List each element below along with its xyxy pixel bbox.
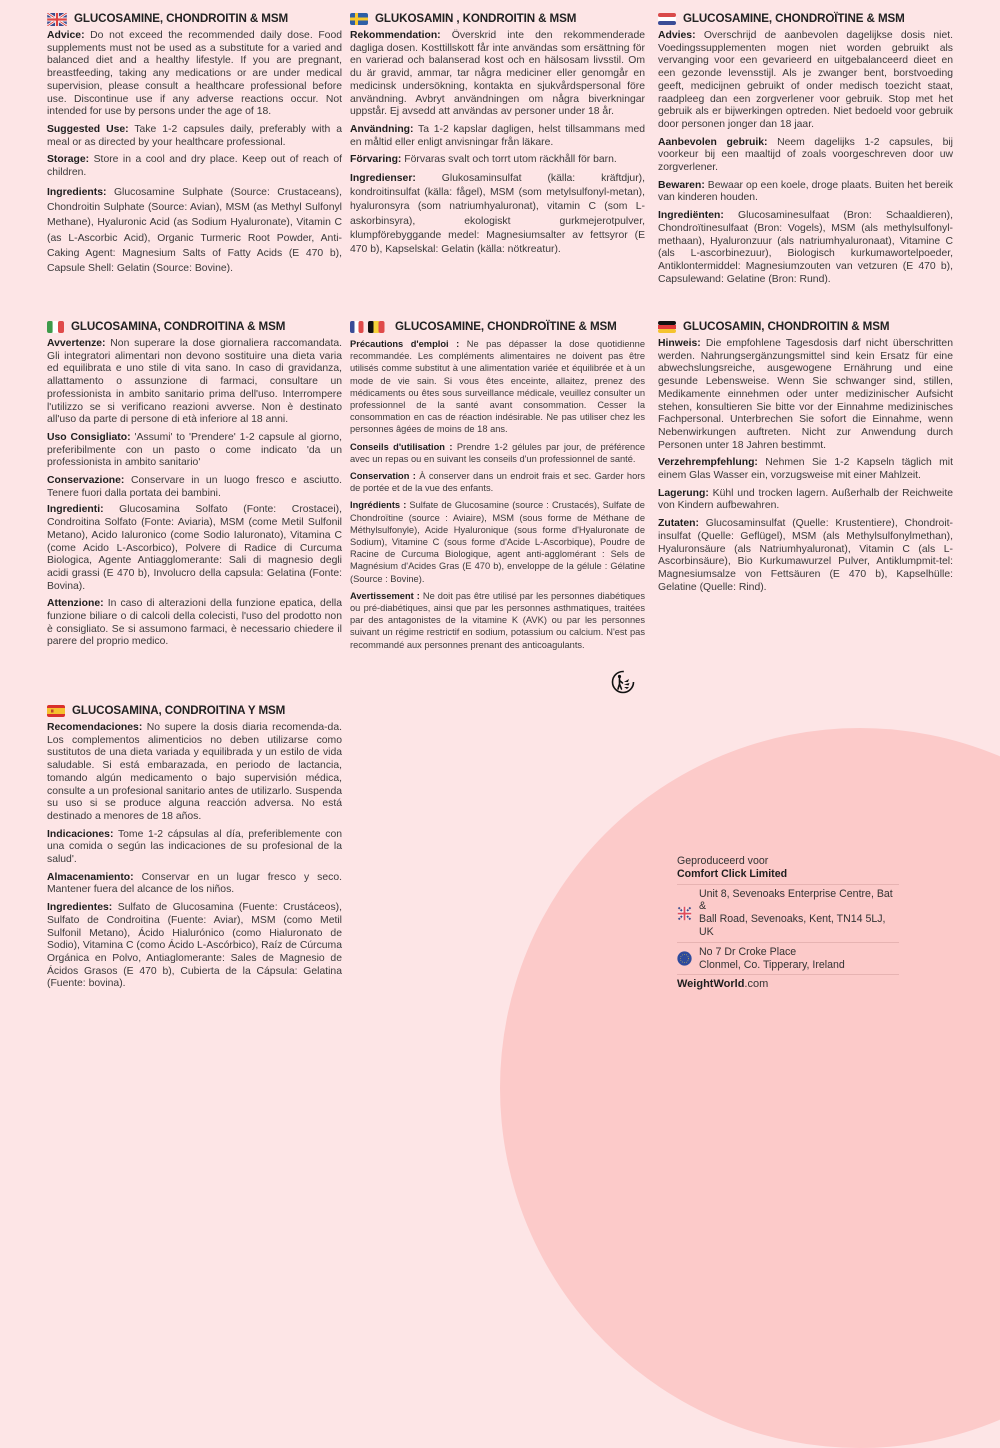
netherlands-flag-icon xyxy=(658,13,676,25)
use-text: Indicaciones: Tome 1-2 cápsulas al día, preferiblemente con una comida o según las indicaciones de su profesional de la salud'. xyxy=(47,828,343,866)
ingredients-text: Ingredientes: Sulfato de Glucosamina (Fuente: Crustáceos), Sulfato de Condroitina (Fuente: Aviar), MSM (como Metil Sulfonil Metano), Ácido Hialurónico (como Hialuronato de Sodio), Vitamina C (como Ácido L-Ascórbico), Raíz de Cúrcuma Orgánica en Polvo, Antiaglomerante: Sales de Magnesio de Ácidos Grasos (E 470 b), Cubierta de la Cápsula: Gelatina (Fuente: bovina). xyxy=(47,902,342,990)
storage-text: Förvaring: Förvaras svalt och torrt utom räckhåll för barn. xyxy=(350,154,617,166)
ingredients-text: Ingrediënten: Glucosaminesulfaat (Bron: Schaaldieren), Chondroïtinesulfaat (Bron: Vogels), MSM (als methylsulfonyl-methaan), Hyaluronzuur (als natriumhyaluronaat), Vitamine C (als L-ascorbinezuur), Biologisch kurkumawortelpoeder, Antiklontermiddel: Magnesiumzouten van vetzuren (E 470 b), Capsulewand: Gelatine (Bron: Rund). xyxy=(658,210,954,285)
section-italian xyxy=(47,320,342,654)
section-french xyxy=(350,320,645,656)
section-title: GLUCOSAMINE, CHONDROÏTINE & MSM xyxy=(658,12,953,26)
storage-text: Lagerung: Kühl und trocken lagern. Außerhalb der Reichweite von Kindern aufbewahren. xyxy=(658,487,953,512)
ingredients-text: Ingredienser: Glukosaminsulfat (källa: kräftdjur), kondroitinsulfat (källa: fågel), MSM (som metylsulfonyl-metan), hyaluronsyra (som natriumhyaluronat), vitamin C (som L-askorbinsyra), ekologiskt gurkmejerotpulver, klumpförebyggande medel: Magnesiumsalter av fettsyror (E 470 b), Kapselskal: Gelatin (källa: nötkreatur). xyxy=(350,173,645,256)
use-text: Användning: Ta 1-2 kapslar dagligen, helst tillsammans med en måltid eller enligt anvisningar från läkare. xyxy=(350,123,645,148)
manufacturer-info xyxy=(677,855,899,991)
section-spanish xyxy=(47,704,342,996)
ingredients-text: Ingrédients : Sulfate de Glucosamine (source : Crustacés), Sulfate de Chondroïtine (source : Aviaire), MSM (sous forme de Méthane de Méthylsulfonyle), Acide Hyaluronique (sous forme d'Hyaluronate de Sodium), Vitamine C (sous forme d'Acide L-Ascorbique), Poudre de Racine de Curcuma Biologique, agent anti-agglomérant : Sels de Magnésium d'Acides Gras (E 470 b), enveloppe de la gélule : Gélatine (Source : Bovine). xyxy=(350,500,645,584)
section-swedish xyxy=(350,12,645,262)
produced-for-label: Geproduceerd voor xyxy=(677,855,769,867)
advice-text: Hinweis: Die empfohlene Tagesdosis darf nicht überschritten werden. Nahrungsergänzungsmittel sind kein Ersatz für eine abwechslungsreiche, ausgewogene Ernährung und eine gesunde Lebensweise. Wenn Sie schwanger sind, stillen, Medikamente einnehmen oder unter medizinischer Aufsicht stehen, konsultieren Sie bitte vor der Einnahme medizinisches Fachpersonal. Unterbrechen Sie sofort die Einnahme, wenn Nebenwirkungen auftreten. Nicht zur Anwendung durch Personen unter 18 Jahren bestimmt. xyxy=(658,338,953,451)
use-text: Suggested Use: Take 1-2 capsules daily, preferably with a meal or as directed by your healthcare professional. xyxy=(47,123,342,148)
warning-text: Avertissement : Ne doit pas être utilisé par les personnes diabétiques ou pré-diabétiques, ainsi que par les personnes asthmatiques, traitées par des antagonistes de la vitamine K (AVK) ou par les personnes suivant un régime restrictif en sodium, potassium ou calcium. N'est pas recommandé aux personnes prenant des anticoagulants. xyxy=(350,590,645,650)
section-title: GLUKOSAMIN , KONDROITIN & MSM xyxy=(350,12,645,26)
storage-text: Storage: Store in a cool and dry place. Keep out of reach of children. xyxy=(47,154,342,179)
uk-flag-icon xyxy=(47,13,67,26)
uk-address-line1: Unit 8, Sevenoaks Enterprise Centre, Bat & xyxy=(699,887,893,913)
use-text: Aanbevolen gebruik: Neem dagelijks 1-2 capsules, bij voorkeur bij een maaltijd of zoals voorgeschreven door uw zorgverlener. xyxy=(658,136,953,174)
brand-website: WeightWorld.com xyxy=(677,978,769,991)
section-title: GLUCOSAMINA, CONDROITINA Y MSM xyxy=(47,704,342,718)
ie-address-line2: Clonmel, Co. Tipperary, Ireland xyxy=(699,958,845,971)
section-dutch xyxy=(658,12,953,291)
ingredients-text: Ingredienti: Glucosamina Solfato (Fonte: Crostacei), Condroitina Solfato (Fonte: Aviaria), MSM (come Metil Sulfonil Metano), Acido Ialuronico (come Sodio Ialuronato), Vitamina C (come Acido L-Ascorbico), Polvere di Radice di Curcuma Biologica, Agente Antiagglomerante: Sali di magnesio degli acidi grassi (E 470 b), Involucro della capsula: Gelatina (Fonte: Bovina). xyxy=(47,504,342,592)
italy-flag-icon xyxy=(47,321,64,333)
triman-recycling-icon xyxy=(611,670,635,699)
uk-address xyxy=(677,885,899,943)
uk-flag-icon xyxy=(677,906,699,921)
warning-text: Attenzione: In caso di alterazioni della funzione epatica, della funzione biliare o di calcoli della colecisti, l'uso del prodotto non è consigliato. Se si assumono farmaci, è necessario chiedere il parere del proprio medico. xyxy=(47,598,343,648)
spain-flag-icon xyxy=(47,705,65,717)
storage-text: Bewaren: Bewaar op een koele, droge plaats. Buiten het bereik van kinderen houden. xyxy=(658,179,953,204)
section-title: GLUCOSAMINE, CHONDROITIN & MSM xyxy=(47,12,342,26)
ingredients-text: Ingredients: Glucosamine Sulphate (Source: Crustaceans), Chondroitin Sulphate (Source: Avian), MSM (as Methyl Sulfonyl Methane), Hyaluronic Acid (as Sodium Hyaluronate), Vitamin C (as L-Ascorbic Acid), Organic Turmeric Root Powder, Anti-Caking Agent: Magnesium Salts of Fatty Acids (E 470 b), Capsule Shell: Gelatin (Source: Bovine). xyxy=(47,186,342,275)
france-belgium-flag-icon xyxy=(350,321,388,333)
uk-address-line2: Ball Road, Sevenoaks, Kent, TN14 5LJ, UK xyxy=(699,913,886,938)
germany-flag-icon xyxy=(658,321,676,333)
decorative-circle xyxy=(500,728,1000,1448)
ireland-address xyxy=(677,943,899,976)
sweden-flag-icon xyxy=(350,13,368,25)
storage-text: Almacenamiento: Conservar en un lugar fresco y seco. Mantener fuera del alcance de los niños. xyxy=(47,871,343,896)
ingredients-text: Zutaten: Glucosaminsulfat (Quelle: Krustentiere), Chondroit-insulfat (Quelle: Geflügel), MSM (als Methylsulfonylmethan), Hyaluronsäure (als Natriumhyaluronat), Vitamin C (als L-Ascorbinsäure), Bio Kurkumawurzel Pulver, Antiklumpmit-tel: Magnesiumsalze von Fettsäuren (E 470 b), Kapselhülle: Gelatine (Quelle: Rind). xyxy=(658,518,953,593)
section-title: GLUCOSAMIN, CHONDROITIN & MSM xyxy=(658,320,953,334)
section-german xyxy=(658,320,953,599)
eu-flag-icon xyxy=(677,951,699,966)
storage-text: Conservazione: Conservare in un luogo fresco e asciutto. Tenere fuori dalla portata dei bambini. xyxy=(47,475,343,499)
section-title: GLUCOSAMINA, CONDROITINA & MSM xyxy=(47,320,342,334)
use-text: Conseils d'utilisation : Prendre 1-2 gélules par jour, de préférence avec un repas ou en suivant les conseils d'un professionnel de santé. xyxy=(350,441,645,464)
storage-text: Conservation : À conserver dans un endroit frais et sec. Garder hors de portée et de la vue des enfants. xyxy=(350,471,645,494)
section-title: GLUCOSAMINE, CHONDROÏTINE & MSM xyxy=(350,320,645,334)
advice-text: Rekommendation: Överskrid inte den rekommenderade dagliga dosen. Kosttillskott får inte användas som ersättning för en varierad och balanserad kost och en hälsosam livsstil. Om du är gravid, ammar, tar några mediciner eller genomgår en medicinsk undersökning, kontakta en sjukvårdspersonal före användning. Avbryt användningen om några biverkningar uppstår. Ej avsedd att användas av personer under 18 år. xyxy=(350,30,646,118)
section-english xyxy=(47,12,342,282)
ie-address-line1: No 7 Dr Croke Place xyxy=(699,945,797,958)
advice-text: Advice: Do not exceed the recommended daily dose. Food supplements must not be used as a substitute for a varied and balanced diet and a healthy lifestyle. If you are pregnant, breastfeeding, taking any medications or are under medical supervision, please consult a healthcare professional before use. Discontinue use if any adverse reactions occur. Not intended for use by persons under the age of 18. xyxy=(47,30,343,118)
advice-text: Précautions d'emploi : Ne pas dépasser la dose quotidienne recommandée. Les compléments alimentaires ne doivent pas être utilisés comme substitut à une alimentation variée et équilibrée et à un mode de vie sain. Si vous êtes enceinte, allaitez, prenez des médicaments ou êtes sous surveillance médicale, veuillez consulter un professionnel de la santé avant consommation. Cesser la consommation en cas de réaction indésirable. Ne pas utiliser chez les personnes âgées de moins de 18 ans. xyxy=(350,339,645,435)
use-text: Verzehrempfehlung: Nehmen Sie 1-2 Kapseln täglich mit einem Glas Wasser ein, vorzugsweise mit einer Mahlzeit. xyxy=(658,457,954,482)
company-name: Comfort Click Limited xyxy=(677,868,899,885)
advice-text: Recomendaciones: No supere la dosis diaria recomenda-da. Los complementos alimenticios no deben utilizarse como sustitutos de una dieta variada y equilibrada y un estilo de vida saludable. Si está embarazada, en periodo de lactancia, tomando algún medicamento o bajo supervisión médica, consulte a un profesional sanitario antes de utilizarlo. Suspenda su uso si se produce alguna reacción adversa. No está destinado a menores de 18 años. xyxy=(47,722,343,822)
use-text: Uso Consigliato: 'Assumi' to 'Prendere' 1-2 capsule al giorno, preferibilmente con un pasto o come indicato 'da un professionista in ambito sanitario' xyxy=(47,431,343,469)
advice-text: Advies: Overschrijd de aanbevolen dagelijkse dosis niet. Voedingssupplementen mogen niet worden gebruikt als vervanging voor een gevarieerd en uitgebalanceerd dieet en een gezonde levensstijl. Als je zwanger bent, borstvoeding geeft, medicijnen gebruikt of onder medisch toezicht staat, raadpleeg dan een zorgverlener voor gebruik. Stop met het gebruik als er bijwerkingen optreden. Niet bedoeld voor gebruik door personen jonger dan 18 jaar. xyxy=(658,30,954,130)
advice-text: Avvertenze: Non superare la dose giornaliera raccomandata. Gli integratori alimentari non devono sostituire una dieta varia ed equilibrata e uno stile di vita sano. In caso di gravidanza, allattamento o assunzione di farmaci, consultare un professionista in ambito sanitario prima dell'uso. Interrompere l'utilizzo se si verificano reazioni avverse. Non è destinato all'uso da parte di persone di età inferiore al 18 anni. xyxy=(47,338,343,426)
